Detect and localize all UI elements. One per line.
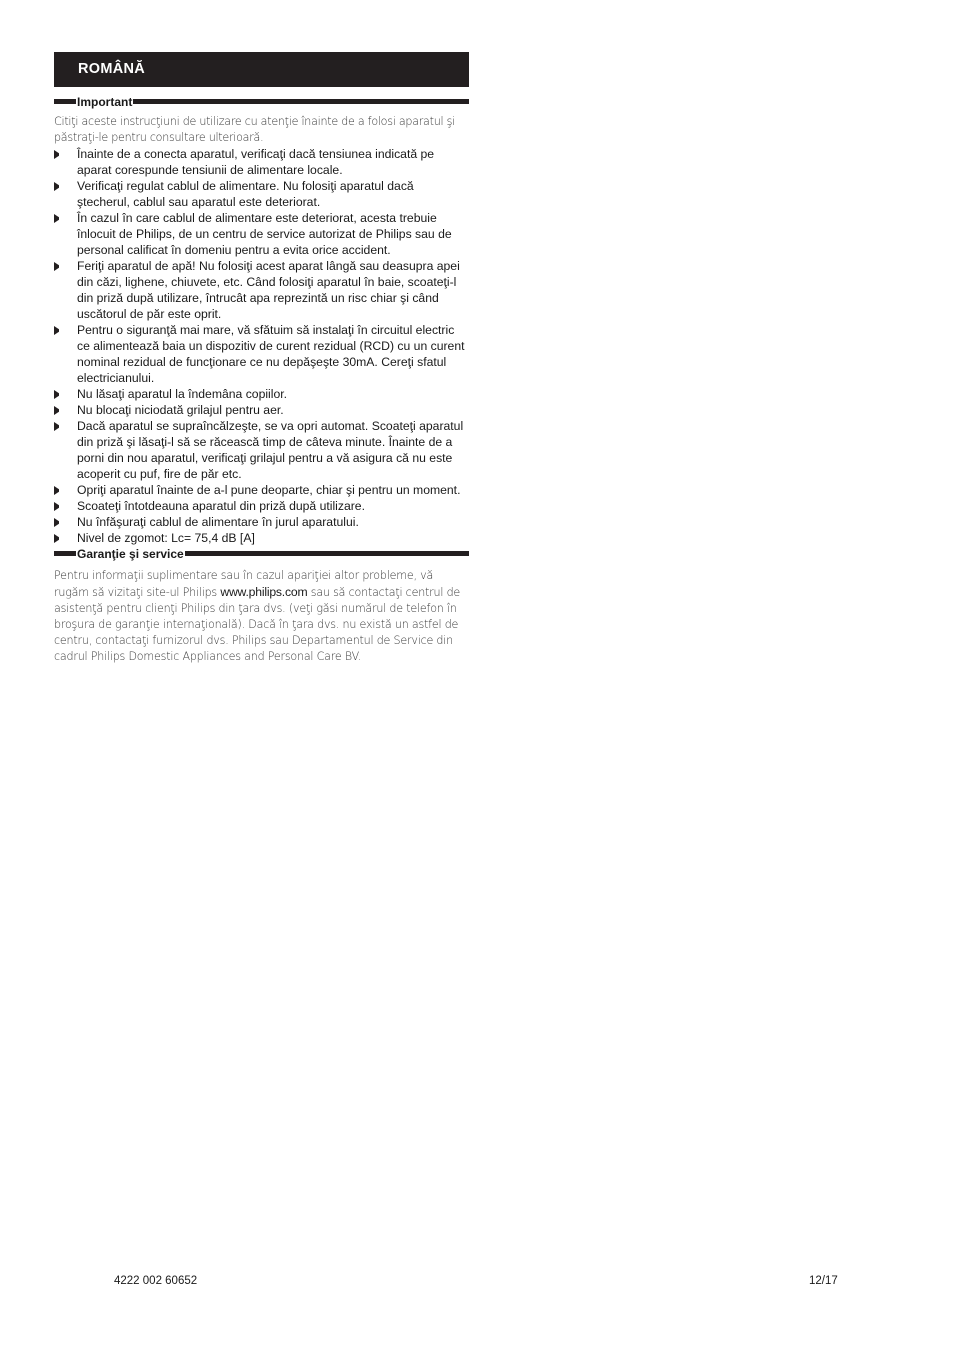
bullet-arrow-icon bbox=[54, 326, 59, 335]
list-item bbox=[54, 210, 469, 258]
list-item-text: Scoateţi întotdeauna aparatul din priză după utilizare. bbox=[77, 499, 365, 513]
list-item-text: Nivel de zgomot: Lc= 75,4 dB [A] bbox=[77, 531, 255, 545]
list-item bbox=[54, 530, 469, 546]
list-item bbox=[54, 418, 469, 482]
bullet-arrow-icon bbox=[54, 518, 59, 527]
list-item-text: Nu lăsaţi aparatul la îndemâna copiilor. bbox=[77, 387, 288, 401]
list-item bbox=[54, 178, 469, 210]
list-item bbox=[54, 498, 469, 514]
bullet-arrow-icon bbox=[54, 390, 59, 399]
list-item bbox=[54, 402, 469, 418]
heading-rule bbox=[133, 99, 469, 104]
bullet-arrow-icon bbox=[54, 422, 59, 431]
bullet-arrow-icon bbox=[54, 502, 59, 511]
warranty-paragraph bbox=[54, 568, 469, 665]
heading-text: Important bbox=[77, 94, 133, 109]
list-item-text: Verificaţi regulat cablul de alimentare. Nu folosiţi aparatul dacă ştecherul, cablul sau aparatul este deteriorat. bbox=[77, 179, 414, 209]
warranty-text-after: sau să contactaţi centrul de asistenţă pentru clienţi Philips din ţara dvs. (veţi găsi numărul de telefon în broşura de garanţie internaţională). Dacă în ţara dvs. nu există un astfel de centru, contactaţi furnizorul dvs. Philips sau Departamentul de Service din cadrul Philips Domestic Appliances and Personal Care BV. bbox=[54, 586, 461, 663]
section-heading-warranty bbox=[54, 546, 469, 561]
document-column bbox=[54, 52, 469, 665]
bullet-arrow-icon bbox=[54, 534, 59, 543]
bullet-arrow-icon bbox=[54, 150, 59, 159]
heading-text: Garanţie şi service bbox=[77, 546, 184, 561]
philips-url-link[interactable]: www.philips.com bbox=[220, 585, 308, 599]
list-item-text: Înainte de a conecta aparatul, verificaţi dacă tensiunea indicată pe aparat corespunde tensiunii de alimentare locale. bbox=[77, 147, 435, 177]
list-item bbox=[54, 482, 469, 498]
list-item-text: Nu blocaţi niciodată grilajul pentru aer. bbox=[77, 403, 284, 417]
list-item-text: Nu înfăşuraţi cablul de alimentare în jurul aparatului. bbox=[77, 515, 359, 529]
heading-lead-rule bbox=[54, 99, 76, 104]
list-item-text: Dacă aparatul se supraîncălzeşte, se va opri automat. Scoateţi aparatul din priză şi lăsaţi-l să se răcească timp de câteva minute. Înainte de a porni din nou aparatul, verificaţi grilajul pentru a vă asigura că nu este acoperit cu puf, fire de păr etc. bbox=[77, 419, 464, 481]
list-item-text: Opriţi aparatul înainte de a-l pune deoparte, chiar şi pentru un moment. bbox=[77, 483, 461, 497]
heading-rule bbox=[185, 551, 469, 556]
language-header: ROMÂNĂ bbox=[54, 52, 469, 87]
list-item bbox=[54, 322, 469, 386]
page-number: 12/17 bbox=[809, 1275, 838, 1287]
section-heading-important bbox=[54, 94, 469, 109]
important-list bbox=[54, 146, 469, 546]
bullet-arrow-icon bbox=[54, 406, 59, 415]
list-item-text: În cazul în care cablul de alimentare este deteriorat, acesta trebuie înlocuit de Philips, de un centru de service autorizat de Philips sau de personal calificat în domeniu pentru a evita orice accident. bbox=[77, 211, 452, 257]
intro-paragraph: Citiţi aceste instrucţiuni de utilizare cu atenţie înainte de a folosi aparatul şi păstraţi-le pentru consultare ulterioară. bbox=[54, 115, 455, 144]
list-item bbox=[54, 514, 469, 530]
bullet-arrow-icon bbox=[54, 214, 59, 223]
document-number: 4222 002 60652 bbox=[114, 1275, 198, 1287]
bullet-arrow-icon bbox=[54, 182, 59, 191]
warranty-text-before: Pentru informaţii suplimentare sau în cazul apariţiei altor probleme, vă rugăm să vizitaţi site-ul Philips bbox=[54, 569, 434, 599]
list-item bbox=[54, 258, 469, 322]
list-item-text: Pentru o siguranţă mai mare, vă sfătuim să instalaţi în circuitul electric ce alimentează baia un dispozitiv de curent rezidual (RCD) cu un curent nominal rezidual de funcţionare ce nu depăşeşte 30mA. Cereţi sfatul electricianului. bbox=[77, 323, 465, 385]
bullet-arrow-icon bbox=[54, 486, 59, 495]
list-item-text: Feriţi aparatul de apă! Nu folosiţi acest aparat lângă sau deasupra apei din căzi, lighene, chiuvete, etc. Când folosiţi aparatul în baie, scoateţi-l din priză după utilizare, întrucât apa reprezintă un risc chiar şi când uscătorul de păr este oprit. bbox=[77, 259, 460, 321]
bullet-arrow-icon bbox=[54, 262, 59, 271]
list-item bbox=[54, 386, 469, 402]
list-item bbox=[54, 146, 469, 178]
heading-lead-rule bbox=[54, 551, 76, 556]
